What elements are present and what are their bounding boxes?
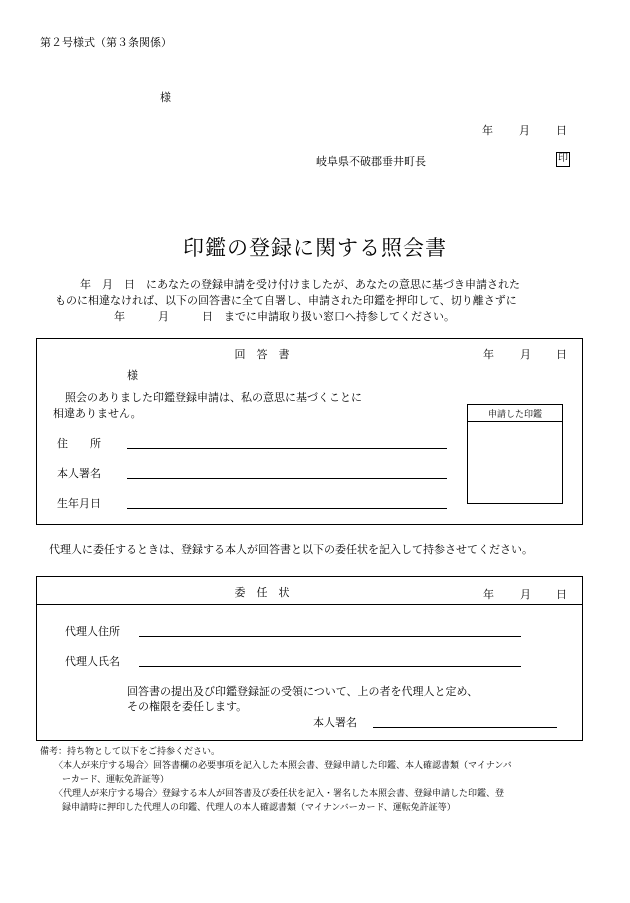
page-title: 印鑑の登録に関する照会書 bbox=[183, 236, 447, 260]
reply-signature-line[interactable] bbox=[127, 478, 447, 479]
proxy-name-label: 代理人氏名 bbox=[65, 655, 120, 668]
proxy-signature-line[interactable] bbox=[373, 727, 557, 728]
reply-address-line[interactable] bbox=[127, 448, 447, 449]
reply-date-month: 月 bbox=[520, 348, 531, 361]
intro-line-1: 年 月 日 にあなたの登録申請を受け付けましたが、あなたの意思に基づき申請された bbox=[80, 278, 520, 291]
proxy-header-divider bbox=[37, 604, 582, 605]
reply-addressee-suffix: 様 bbox=[127, 369, 138, 382]
delegation-note: 代理人に委任するときは、登録する本人が回答書と以下の委任状を記入して持参させてください。 bbox=[49, 543, 533, 556]
proxy-date-month: 月 bbox=[520, 588, 531, 601]
form-number: 第２号様式（第３条関係） bbox=[40, 36, 172, 49]
proxy-signature-label: 本人署名 bbox=[313, 716, 357, 729]
proxy-address-label: 代理人住所 bbox=[65, 625, 120, 638]
header-date-day: 日 bbox=[556, 124, 567, 137]
seal-stamp-divider bbox=[468, 421, 562, 422]
notes-line-1: 〈本人が来庁する場合〉回答書欄の必要事項を記入した本照会書、登録申請した印鑑、本人確認書類（マイナンバ bbox=[54, 761, 512, 771]
proxy-date-day: 日 bbox=[556, 588, 567, 601]
reply-birthdate-line[interactable] bbox=[127, 508, 447, 509]
proxy-address-line[interactable] bbox=[139, 636, 521, 637]
reply-statement-1: 照会のありました印鑑登録申請は、私の意思に基づくことに bbox=[65, 391, 362, 404]
seal-mark: 印 bbox=[556, 152, 570, 167]
notes-line-3: 〈代理人が来庁する場合〉登録する本人が回答書及び委任状を記入・署名した本照会書、登録申請した印鑑、登 bbox=[54, 789, 505, 799]
reply-birthdate-label: 生年月日 bbox=[57, 497, 101, 510]
proxy-heading: 委 任 状 bbox=[234, 586, 290, 599]
notes-line-4: 録申請時に押印した代理人の印鑑、代理人の本人確認書類（マイナンバーカード、運転免許証等） bbox=[62, 803, 456, 813]
addressee-suffix: 様 bbox=[160, 91, 171, 104]
reply-signature-label: 本人署名 bbox=[57, 467, 101, 480]
issuer-name: 岐阜県不破郡垂井町長 bbox=[316, 155, 426, 168]
reply-section bbox=[36, 338, 583, 525]
proxy-section bbox=[36, 576, 583, 741]
reply-statement-2: 相違ありません。 bbox=[53, 407, 142, 420]
seal-stamp-box[interactable] bbox=[467, 404, 563, 504]
notes-header: 備考：持ち物として以下をご持参ください。 bbox=[40, 747, 221, 757]
proxy-statement-1: 回答書の提出及び印鑑登録証の受領について、上の者を代理人と定め、 bbox=[127, 685, 479, 698]
notes-line-2: ーカード、運転免許証等） bbox=[62, 775, 170, 785]
proxy-statement-2: その権限を委任します。 bbox=[127, 700, 248, 713]
reply-heading: 回 答 書 bbox=[234, 348, 290, 361]
reply-date-day: 日 bbox=[556, 348, 567, 361]
intro-line-2: ものに相違なければ、以下の回答書に全て自署し、申請された印鑑を押印して、切り離さずに bbox=[55, 294, 517, 307]
proxy-date-year: 年 bbox=[483, 588, 494, 601]
seal-stamp-label: 申請した印鑑 bbox=[487, 410, 542, 420]
reply-address-label: 住 所 bbox=[57, 437, 101, 450]
proxy-name-line[interactable] bbox=[139, 666, 521, 667]
intro-line-3: 年 月 日 までに申請取り扱い窓口へ持参してください。 bbox=[114, 310, 455, 323]
header-date-month: 月 bbox=[519, 124, 530, 137]
reply-date-year: 年 bbox=[483, 348, 494, 361]
header-date-year: 年 bbox=[482, 124, 493, 137]
